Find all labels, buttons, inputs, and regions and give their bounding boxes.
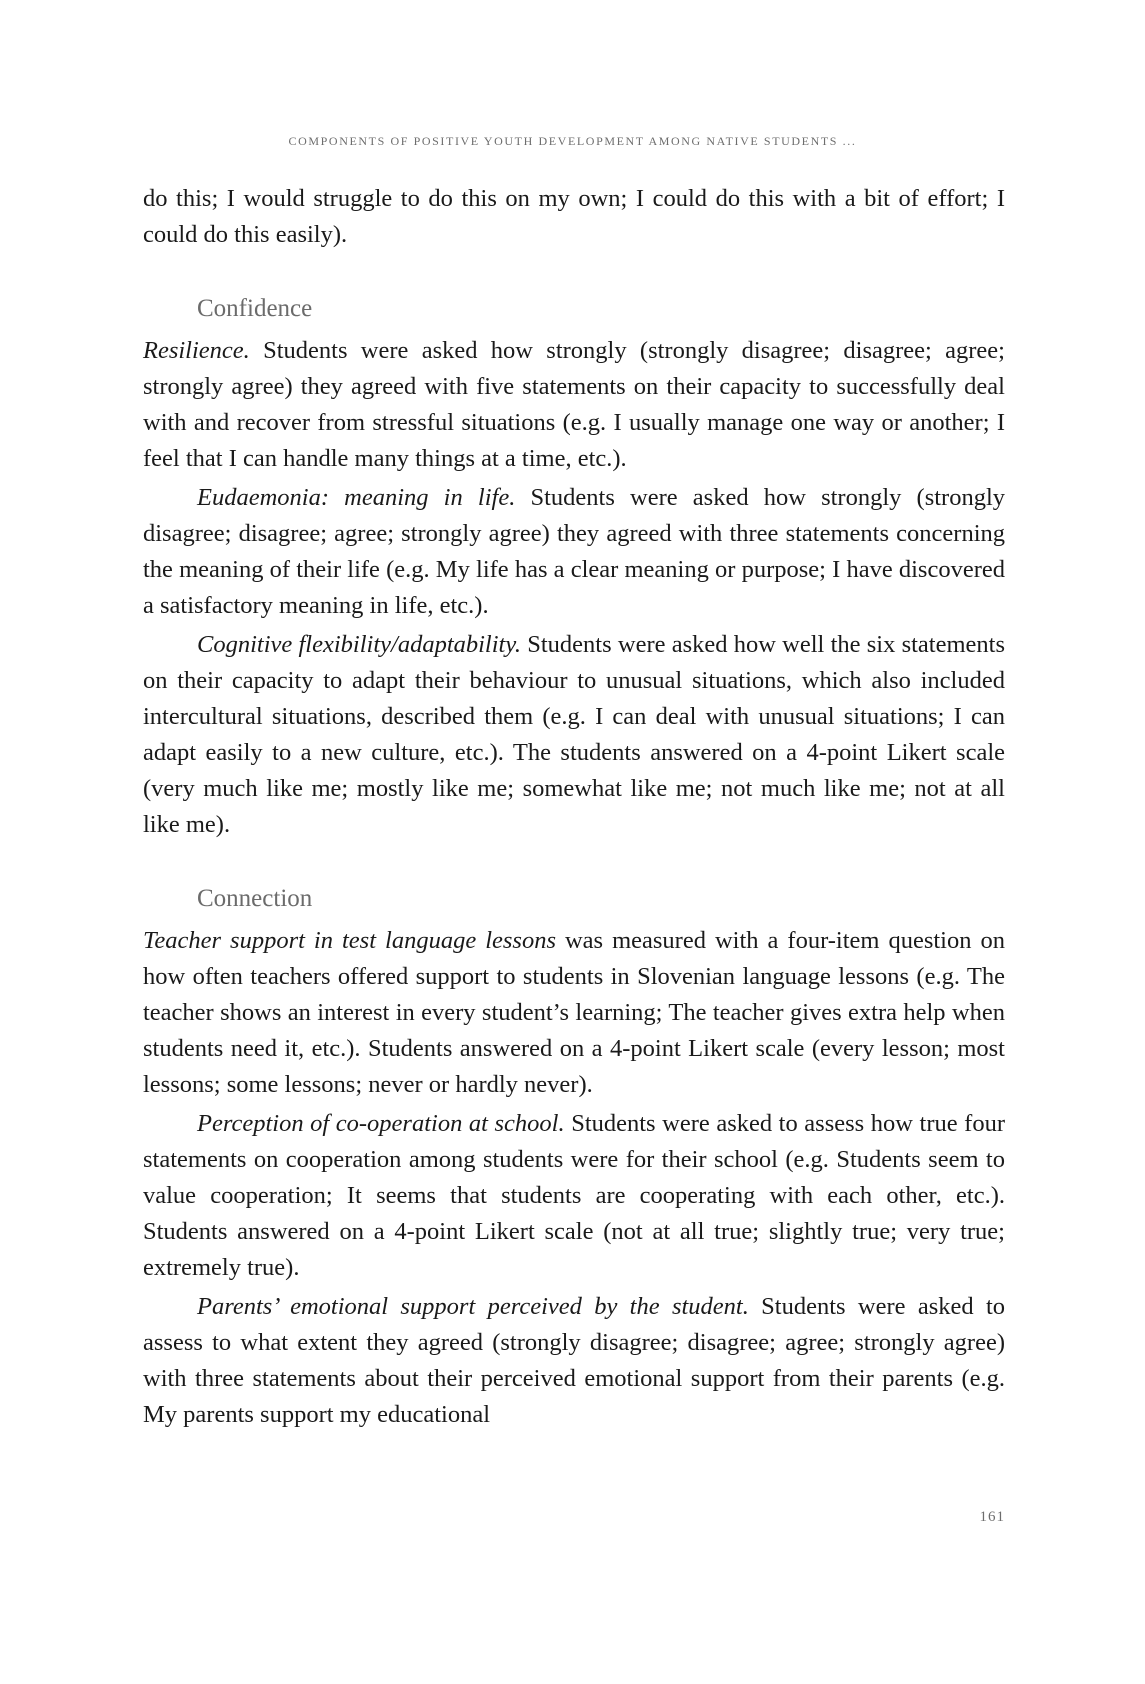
text-eudaemonia: Students were asked how strongly (strongly disagree; disagree; agree; strongly agree) they agreed with three statements concerning the meaning of their life (e.g. My life has a clear meaning or purpose; I have discovered a satisfactory meaning in life, etc.). bbox=[143, 484, 1006, 619]
paragraph-eudaemonia bbox=[143, 480, 1005, 624]
text-teacher-support: was measured with a four-item question on how often teachers offered support to students in Slovenian language lessons (e.g. The teacher shows an interest in every student’s learning; The teacher gives extra help when students need it, etc.). Students answered on a 4-point Likert scale (every lesson; most lessons; some lessons; never or hardly never). bbox=[143, 927, 1005, 1098]
paragraph-cooperation bbox=[143, 1106, 1005, 1286]
text-cooperation: Students were asked to assess how true four statements on cooperation among students were for their school (e.g. Students seem to value cooperation; It seems that students are cooperating with each other, etc.). Students answered on a 4-point Likert scale (not at all true; slightly true; very true; extremely true). bbox=[143, 1110, 1006, 1281]
paragraph-teacher-support bbox=[143, 923, 1005, 1103]
page-number: 161 bbox=[979, 1509, 1005, 1525]
term-teacher-support: Teacher support in test language lessons bbox=[143, 927, 556, 954]
paragraph-parents-support bbox=[143, 1289, 1005, 1433]
paragraph-cognitive-flexibility bbox=[143, 627, 1005, 843]
paragraph-continued: do this; I would struggle to do this on my own; I could do this with a bit of effort; I could do this easily). bbox=[143, 185, 1005, 248]
term-eudaemonia: Eudaemonia: meaning in life. bbox=[197, 484, 516, 511]
term-parents-support: Parents’ emotional support perceived by the student. bbox=[197, 1293, 749, 1320]
text-resilience: Students were asked how strongly (strongly disagree; disagree; agree; strongly agree) they agreed with five statements on their capacity to successfully deal with and recover from stressful situations (e.g. I usually manage one way or another; I feel that I can handle many things at a time, etc.). bbox=[143, 337, 1005, 472]
heading-connection: Connection bbox=[197, 885, 313, 912]
text-parents-support: Students were asked to assess to what extent they agreed (strongly disagree; disagree; agree; strongly agree) with three statements about their perceived emotional support from their parents (e.g. My parents support my educational bbox=[143, 1293, 1005, 1428]
term-cognitive-flexibility: Cognitive flexibility/adaptability. bbox=[197, 631, 522, 658]
term-cooperation: Perception of co-operation at school. bbox=[197, 1110, 565, 1137]
running-head: COMPONENTS OF POSITIVE YOUTH DEVELOPMENT AMONG NATIVE STUDENTS ... bbox=[288, 134, 857, 148]
term-resilience: Resilience. bbox=[143, 337, 250, 364]
body-text bbox=[143, 181, 1005, 1433]
heading-confidence: Confidence bbox=[197, 295, 313, 322]
text-cognitive-flexibility: Students were asked how well the six statements on their capacity to adapt their behaviour to unusual situations, which also included intercultural situations, described them (e.g. I can deal with unusual situations; I can adapt easily to a new culture, etc.). The students answered on a 4-point Likert scale (very much like me; mostly like me; somewhat like me; not much like me; not at all like me). bbox=[143, 631, 1005, 838]
paragraph-resilience bbox=[143, 333, 1005, 477]
